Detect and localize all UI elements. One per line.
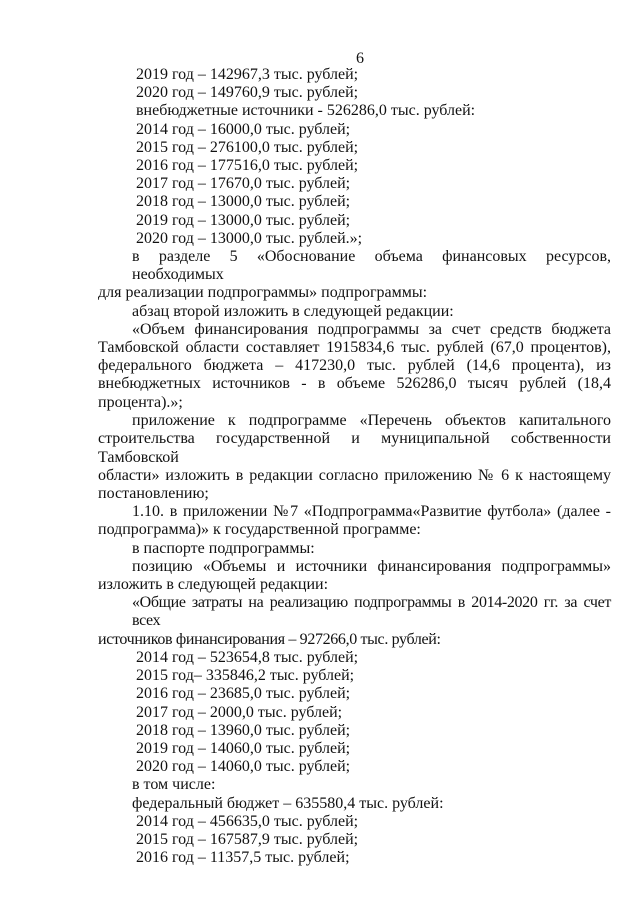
text-line: 2014 год – 456635,0 тыс. рублей; (136, 812, 359, 830)
text-line: Тамбовской области составляет 1915834,6 тыс. рублей (67,0 процентов), (98, 339, 611, 357)
text-line: 2016 год – 23685,0 тыс. рублей; (136, 685, 351, 703)
text-line: абзац второй изложить в следующей редакции: (132, 302, 454, 320)
text-line: в том числе: (132, 776, 216, 794)
text-line: 2015 год– 335846,2 тыс. рублей; (136, 667, 355, 685)
text-line: внебюджетные источники - 526286,0 тыс. рублей: (136, 102, 476, 120)
text-line: в паспорте подпрограммы: (132, 539, 315, 557)
text-line: 2019 год – 14060,0 тыс. рублей; (136, 739, 351, 757)
text-line: источников финансирования – 927266,0 тыс. рублей: (98, 630, 441, 648)
text-line: федерального бюджета – 417230,0 тыс. рублей (14,6 процента), из (98, 357, 611, 375)
document-body (98, 66, 611, 867)
text-line: для реализации подпрограммы» подпрограммы: (98, 284, 428, 302)
text-line: приложение к подпрограмме «Перечень объектов капитального (132, 412, 611, 430)
text-line: подпрограмма)» к государственной программе: (98, 521, 421, 539)
text-line: 2016 год – 177516,0 тыс. рублей; (136, 157, 359, 175)
text-line: постановлению; (98, 485, 209, 503)
text-line: внебюджетных источников - в объеме 526286,0 тысяч рублей (18,4 (98, 375, 611, 393)
text-line: 2015 год – 167587,9 тыс. рублей; (136, 830, 359, 848)
text-line: позицию «Объемы и источники финансирования подпрограммы» (132, 557, 611, 575)
page-number: 6 (356, 50, 364, 67)
text-line: 2018 год – 13960,0 тыс. рублей; (136, 721, 351, 739)
text-line: 2015 год – 276100,0 тыс. рублей; (136, 138, 359, 156)
text-line: изложить в следующей редакции: (98, 576, 329, 594)
text-line: «Объем финансирования подпрограммы за счет средств бюджета (132, 320, 611, 338)
text-line: 2020 год – 14060,0 тыс. рублей; (136, 758, 351, 776)
text-line: 2019 год – 142967,3 тыс. рублей; (136, 66, 359, 83)
text-line: «Общие затраты на реализацию подпрограммы в 2014-2020 гг. за счет всех (132, 594, 611, 630)
text-line: в разделе 5 «Обоснование объема финансовых ресурсов, необходимых (132, 248, 611, 284)
text-line: 1.10. в приложении №7 «Подпрограмма«Развитие футбола» (далее - (132, 503, 611, 521)
text-line: 2020 год – 149760,9 тыс. рублей; (136, 84, 359, 102)
text-line: 2019 год – 13000,0 тыс. рублей; (136, 211, 351, 229)
text-line: процента).»; (98, 393, 183, 411)
text-line: 2018 год – 13000,0 тыс. рублей; (136, 193, 351, 211)
text-line: 2017 год – 17670,0 тыс. рублей; (136, 175, 351, 193)
text-line: 2014 год – 523654,8 тыс. рублей; (136, 648, 359, 666)
text-line: строительства государственной и муниципальной собственности Тамбовской (98, 430, 611, 466)
text-line: 2017 год – 2000,0 тыс. рублей; (136, 703, 343, 721)
text-line: 2016 год – 11357,5 тыс. рублей; (136, 849, 350, 867)
text-line: 2014 год – 16000,0 тыс. рублей; (136, 120, 351, 138)
text-line: 2020 год – 13000,0 тыс. рублей.»; (136, 229, 363, 247)
text-line: федеральный бюджет – 635580,4 тыс. рублей: (132, 794, 444, 812)
text-line: области» изложить в редакции согласно приложению № 6 к настоящему (98, 466, 611, 484)
